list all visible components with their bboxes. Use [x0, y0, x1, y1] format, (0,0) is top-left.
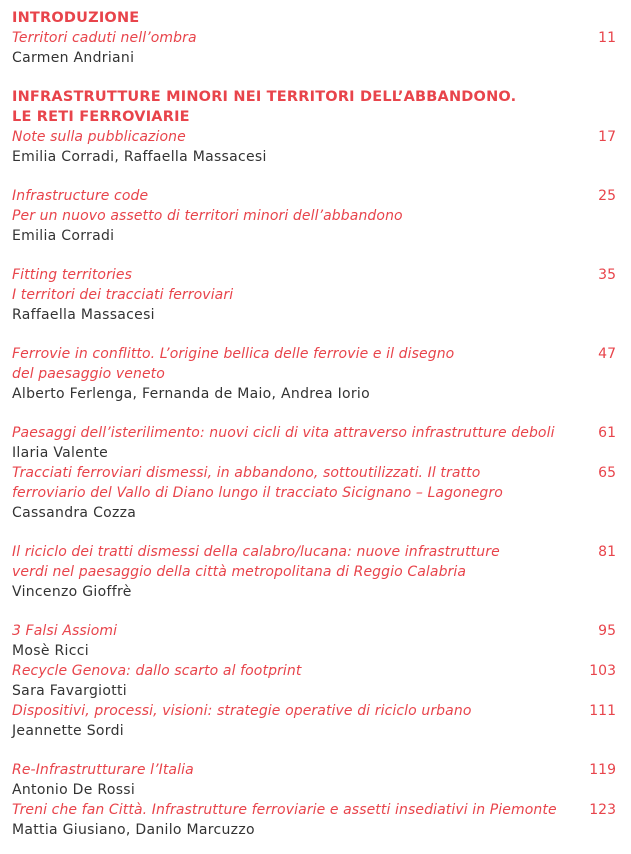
entry-subtitle: Per un nuovo assetto di territori minori dell’abbandono — [12, 208, 403, 224]
entry-title: Recycle Genova: dallo scarto al footprint — [12, 663, 302, 679]
entry-title: Infrastructure code — [12, 188, 149, 204]
entry-author: Antonio De Rossi — [12, 782, 136, 798]
entry-page: 65 — [598, 465, 616, 481]
toc-entry — [12, 621, 616, 661]
toc-entry — [12, 760, 616, 800]
toc-entry — [12, 28, 616, 68]
entry-title: 3 Falsi Assiomi — [12, 623, 118, 639]
toc-entry — [12, 265, 616, 325]
section-heading-infrastructure-sub: LE RETI FERROVIARIE — [12, 109, 190, 125]
entry-title-cont: ferroviario del Vallo di Diano lungo il tracciato Sicignano – Lagonegro — [12, 485, 503, 501]
entry-author: Mosè Ricci — [12, 643, 89, 659]
toc-entry — [12, 463, 616, 523]
entry-title: Tracciati ferroviari dismessi, in abbandono, sottoutilizzati. Il tratto — [12, 465, 481, 481]
entry-title: Il riciclo dei tratti dismessi della calabro/lucana: nuove infrastrutture — [12, 544, 500, 560]
entry-title: Dispositivi, processi, visioni: strategie operative di riciclo urbano — [12, 703, 472, 719]
entry-title: Paesaggi dell’isterilimento: nuovi cicli di vita attraverso infrastrutture deboli — [12, 425, 555, 441]
entry-author: Vincenzo Gioffrè — [12, 584, 132, 600]
toc-entry — [12, 423, 616, 463]
entry-page: 17 — [598, 129, 616, 145]
toc-entry — [12, 186, 616, 246]
entry-title: Treni che fan Città. Infrastrutture ferroviarie e assetti insediativi in Piemonte — [12, 802, 557, 818]
entry-page: 61 — [598, 425, 616, 441]
entry-author: Jeannette Sordi — [12, 723, 124, 739]
entry-title: Ferrovie in conflitto. L’origine bellica delle ferrovie e il disegno — [12, 346, 455, 362]
entry-title: Territori caduti nell’ombra — [12, 30, 197, 46]
entry-author: Cassandra Cozza — [12, 505, 137, 521]
entry-page: 81 — [598, 544, 616, 560]
entry-page: 103 — [589, 663, 616, 679]
entry-author: Ilaria Valente — [12, 445, 109, 461]
entry-title-cont: del paesaggio veneto — [12, 366, 165, 382]
toc-entry — [12, 661, 616, 701]
toc-entry — [12, 542, 616, 602]
entry-page: 47 — [598, 346, 616, 362]
entry-author: Emilia Corradi, Raffaella Massacesi — [12, 149, 267, 165]
entry-author: Carmen Andriani — [12, 50, 135, 66]
toc-entry — [12, 127, 616, 167]
entry-page: 35 — [598, 267, 616, 283]
entry-page: 11 — [598, 30, 616, 46]
entry-page: 25 — [598, 188, 616, 204]
section-heading-intro: INTRODUZIONE — [12, 10, 140, 26]
entry-author: Raffaella Massacesi — [12, 307, 155, 323]
entry-title: Note sulla pubblicazione — [12, 129, 186, 145]
entry-page: 95 — [598, 623, 616, 639]
entry-page: 123 — [589, 802, 616, 818]
entry-title: Fitting territories — [12, 267, 133, 283]
entry-page: 111 — [589, 703, 616, 719]
entry-author: Emilia Corradi — [12, 228, 115, 244]
entry-author: Mattia Giusiano, Danilo Marcuzzo — [12, 822, 255, 838]
entry-subtitle: I territori dei tracciati ferroviari — [12, 287, 234, 303]
section-heading-infrastructure: INFRASTRUTTURE MINORI NEI TERRITORI DELL’ABBANDONO. — [12, 89, 517, 105]
table-of-contents — [12, 8, 616, 840]
toc-entry — [12, 344, 616, 404]
toc-entry — [12, 800, 616, 840]
entry-author: Sara Favargiotti — [12, 683, 127, 699]
entry-title-cont: verdi nel paesaggio della città metropolitana di Reggio Calabria — [12, 564, 467, 580]
entry-page: 119 — [589, 762, 616, 778]
entry-title: Re-Infrastrutturare l’Italia — [12, 762, 194, 778]
toc-entry — [12, 701, 616, 741]
entry-author: Alberto Ferlenga, Fernanda de Maio, Andrea Iorio — [12, 386, 370, 402]
